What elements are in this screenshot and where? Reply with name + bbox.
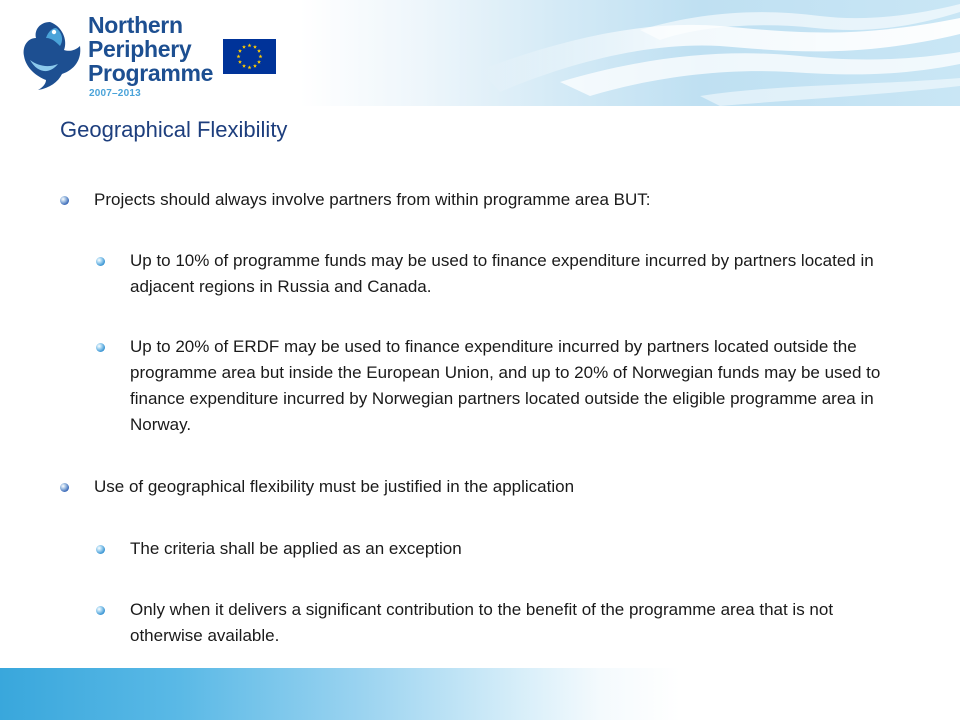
eu-flag-icon xyxy=(223,39,276,74)
logo-years: 2007–2013 xyxy=(89,88,141,99)
header-banner xyxy=(0,0,960,106)
sub-bullet-text: Only when it delivers a significant contribution to the benefit of the programme area that is not otherwise available. xyxy=(130,600,834,645)
bullet-dot-icon xyxy=(96,343,105,352)
bullet-text: Projects should always involve partners from within programme area BUT: xyxy=(94,190,651,209)
programme-logo xyxy=(16,12,216,102)
bullet-text: Use of geographical flexibility must be justified in the application xyxy=(94,477,575,496)
sub-bullet-text: The criteria shall be applied as an exception xyxy=(130,539,462,558)
bullet-dot-icon xyxy=(60,483,69,492)
bullet-dot-icon xyxy=(96,257,105,266)
sub-bullet-text: Up to 10% of programme funds may be used to finance expenditure incurred by partners located in adjacent regions in Russia and Canada. xyxy=(130,251,874,296)
bullet-dot-icon xyxy=(96,606,105,615)
dove-logo-icon xyxy=(16,16,86,90)
bullet-dot-icon xyxy=(96,545,105,554)
logo-text-line-2: Periphery xyxy=(88,36,192,62)
logo-text-line-1: Northern xyxy=(88,12,183,38)
logo-text-line-3: Programme xyxy=(88,60,214,86)
bullet-dot-icon xyxy=(60,196,69,205)
slide-title: Geographical Flexibility xyxy=(60,117,288,142)
footer-band xyxy=(0,668,960,720)
sub-bullet-text: Up to 20% of ERDF may be used to finance expenditure incurred by partners located outside the programme area but inside the European Union, and up to 20% of Norwegian funds may be used to finance expenditure incurred by Norwegian partners located outside the eligible programme area in Norway. xyxy=(130,337,881,434)
